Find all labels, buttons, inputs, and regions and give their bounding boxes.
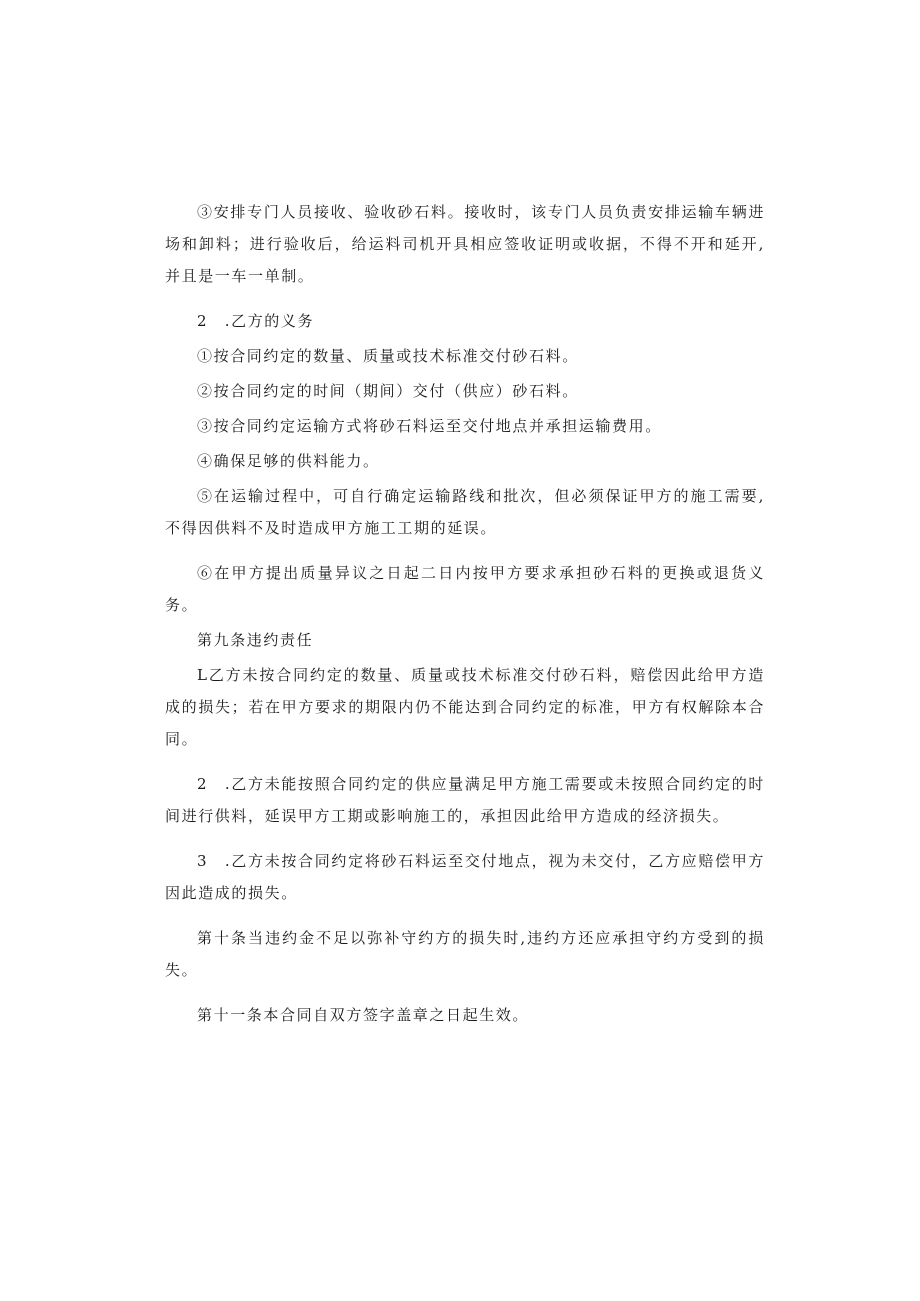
document-body <box>165 196 765 1044</box>
paragraph-article-10: 第十条当违约金不足以弥补守约方的损失时,违约方还应承担守约方受到的损失。 <box>165 929 765 979</box>
paragraph-liability-3: 3 .乙方未按合同约定将砂石料运至交付地点，视为未交付，乙方应赔偿甲方因此造成的损失。 <box>165 852 765 902</box>
paragraph-obligation-4: ④确保足够的供料能力。 <box>197 452 380 470</box>
paragraph-article-11: 第十一条本合同自双方签字盖章之日起生效。 <box>197 1006 530 1024</box>
paragraph-receiving-duty: ③安排专门人员接收、验收砂石料。接收时，该专门人员负责安排运输车辆进场和卸料；进行验收后，给运料司机开具相应签收证明或收据，不得不开和延开,并且是一车一单制。 <box>165 203 765 285</box>
paragraph-obligation-5: ⑤在运输过程中，可自行确定运输路线和批次，但必须保证甲方的施工需要,不得因供料不及时造成甲方施工工期的延误。 <box>165 487 765 537</box>
paragraph-obligation-3: ③按合同约定运输方式将砂石料运至交付地点并承担运输费用。 <box>197 417 662 435</box>
paragraph-liability-1: L乙方未按合同约定的数量、质量或技术标准交付砂石料，赔偿因此给甲方造成的损失；若在甲方要求的期限内仍不能达到合同约定的标准，甲方有权解除本合同。 <box>165 666 765 748</box>
paragraph-obligation-6: ⑥在甲方提出质量异议之日起二日内按甲方要求承担砂石料的更换或退货义务。 <box>165 564 765 614</box>
paragraph-obligation-1: ①按合同约定的数量、质量或技术标准交付砂石料。 <box>197 347 579 365</box>
heading-article-9: 第九条违约责任 <box>197 631 314 649</box>
heading-party-b-obligations: 2 .乙方的义务 <box>197 312 315 330</box>
paragraph-obligation-2: ②按合同约定的时间（期间）交付（供应）砂石料。 <box>197 382 579 400</box>
paragraph-liability-2: 2 .乙方未能按照合同约定的供应量满足甲方施工需要或未按照合同约定的时间进行供料，延误甲方工期或影响施工的，承担因此给甲方造成的经济损失。 <box>165 775 765 825</box>
